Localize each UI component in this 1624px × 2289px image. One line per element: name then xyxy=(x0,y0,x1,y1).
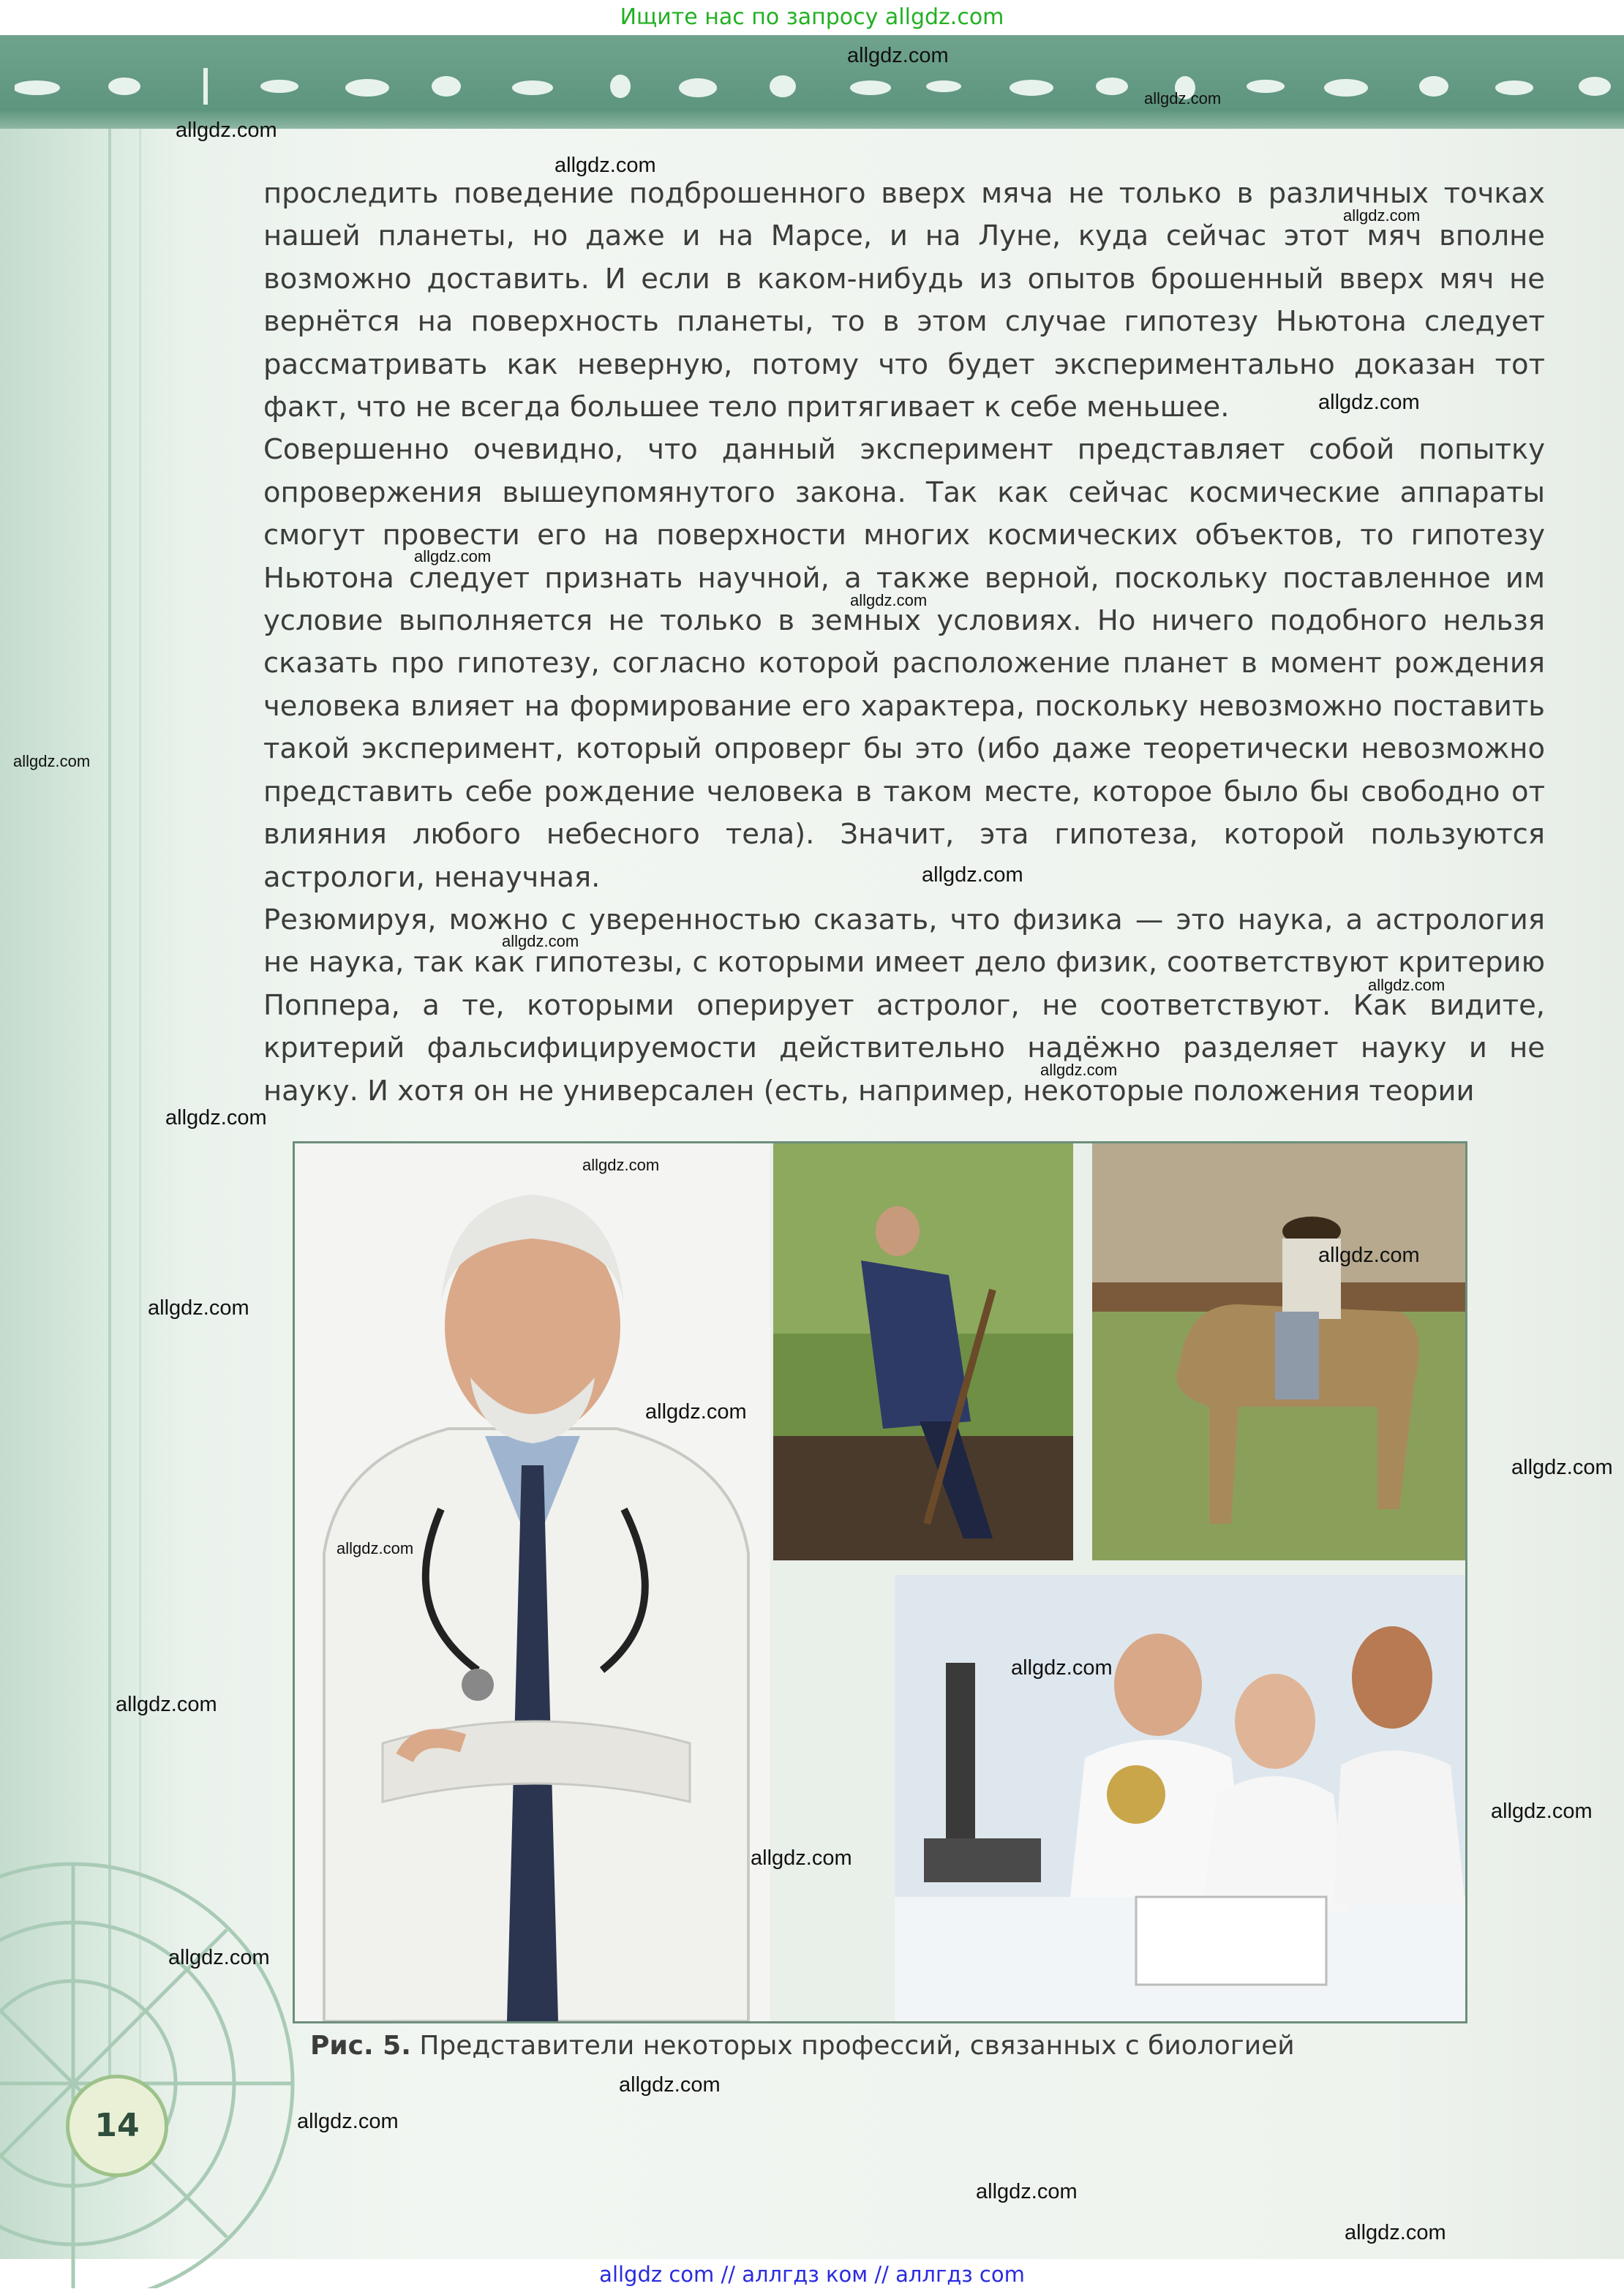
watermark: allgdz.com xyxy=(1368,976,1446,994)
promo-banner-text[interactable]: Ищите нас по запросу allgdz.com xyxy=(620,4,1004,30)
watermark: allgdz.com xyxy=(555,154,656,177)
lab-scientists-photo xyxy=(895,1575,1465,2021)
watermark: allgdz.com xyxy=(148,1296,249,1320)
watermark: allgdz.com xyxy=(1491,1800,1593,1823)
watermark: allgdz.com xyxy=(847,44,949,67)
watermark: allgdz.com xyxy=(502,932,579,950)
figure-caption-text: Представители некоторых профессий, связанных с биологией xyxy=(419,2031,1295,2061)
watermark: allgdz.com xyxy=(922,863,1023,887)
watermark: allgdz.com xyxy=(619,2073,721,2097)
figure-5-collage xyxy=(293,1141,1467,2023)
watermark: allgdz.com xyxy=(1343,206,1421,225)
watermark: allgdz.com xyxy=(976,2180,1078,2203)
watermark: allgdz.com xyxy=(13,752,91,770)
watermark: allgdz.com xyxy=(1345,2221,1446,2244)
watermark: allgdz.com xyxy=(582,1156,660,1174)
watermark: allgdz.com xyxy=(1011,1656,1113,1680)
watermark: allgdz.com xyxy=(176,119,277,142)
doctor-photo xyxy=(295,1143,770,2021)
watermark: allgdz.com xyxy=(116,1693,217,1716)
watermark: allgdz.com xyxy=(168,1946,270,1969)
watermark: allgdz.com xyxy=(850,591,928,609)
paragraph-3: Резюмируя, можно с уверенностью сказать, что физика — это наука, а астрология не наука, так как гипотезы, с которыми имеет дело физик, соответствуют критерию Поппера, а те, которыми оперирует астролог, не соответствуют. Как видите, критерий фальсифицируемости действительно надёжно разделяет науку и не науку. И хотя он не универсален (есть, например, некоторые положения теории xyxy=(263,903,1545,1108)
gardener-photo xyxy=(773,1143,1073,1560)
page-number: 14 xyxy=(66,2075,168,2177)
watermark: allgdz.com xyxy=(1318,391,1420,414)
header-animal-band xyxy=(0,35,1624,129)
watermark: allgdz.com xyxy=(1511,1456,1613,1479)
watermark: allgdz.com xyxy=(751,1846,852,1870)
body-text xyxy=(263,173,1545,1113)
figure-label: Рис. 5. xyxy=(310,2031,411,2061)
watermark: allgdz.com xyxy=(1040,1061,1118,1079)
animal-silhouettes-icon xyxy=(15,64,1617,108)
watermark: allgdz.com xyxy=(1144,89,1222,108)
watermark: allgdz.com xyxy=(297,2110,399,2133)
watermark: allgdz.com xyxy=(414,547,492,565)
figure-caption xyxy=(310,2028,1554,2064)
watermark: allgdz.com xyxy=(1318,1244,1420,1267)
watermark: allgdz.com xyxy=(165,1106,267,1130)
horse-rider-photo xyxy=(1092,1143,1465,1560)
paragraph-2: Совершенно очевидно, что данный эксперимент представляет собой попытку опровержения вышеупомянутого закона. Так как сейчас космические аппараты смогут провести его на поверхности многих космических объектов, то гипотезу Ньютона следует признать научной, а также верной, поскольку поставленное им условие выполняется не только в земных условиях. Но ничего подобного нельзя сказать про гипотезу, согласно которой расположение планет в момент рождения человека влияет на формирование его характера, поскольку невозможно поставить такой эксперимент, который опроверг бы это (ибо даже теоретически невозможно представить себе рождение человека в таком месте, которое было бы свободно от влияния любого небесного тела). Значит, эта гипотеза, которой пользуются астрологи, ненаучная. xyxy=(263,433,1545,894)
watermark: allgdz.com xyxy=(337,1539,414,1557)
watermark: allgdz.com xyxy=(645,1400,747,1424)
paragraph-1: проследить поведение подброшенного вверх мяча не только в различных точках нашей планеты, но даже и на Марсе, и на Луне, куда сейчас этот мяч вполне возможно доставить. И если в каком-нибудь из опытов брошенный вверх мяч не вернётся на поверхность планеты, то в этом случае гипотезу Ньютона следует рассматривать как неверную, потому что будет экспериментально доказан тот факт, что не всегда большее тело притягивает к себе меньшее. xyxy=(263,177,1545,424)
bottom-links[interactable]: allgdz com // аллгдз ком // аллгдз com xyxy=(599,2262,1025,2287)
